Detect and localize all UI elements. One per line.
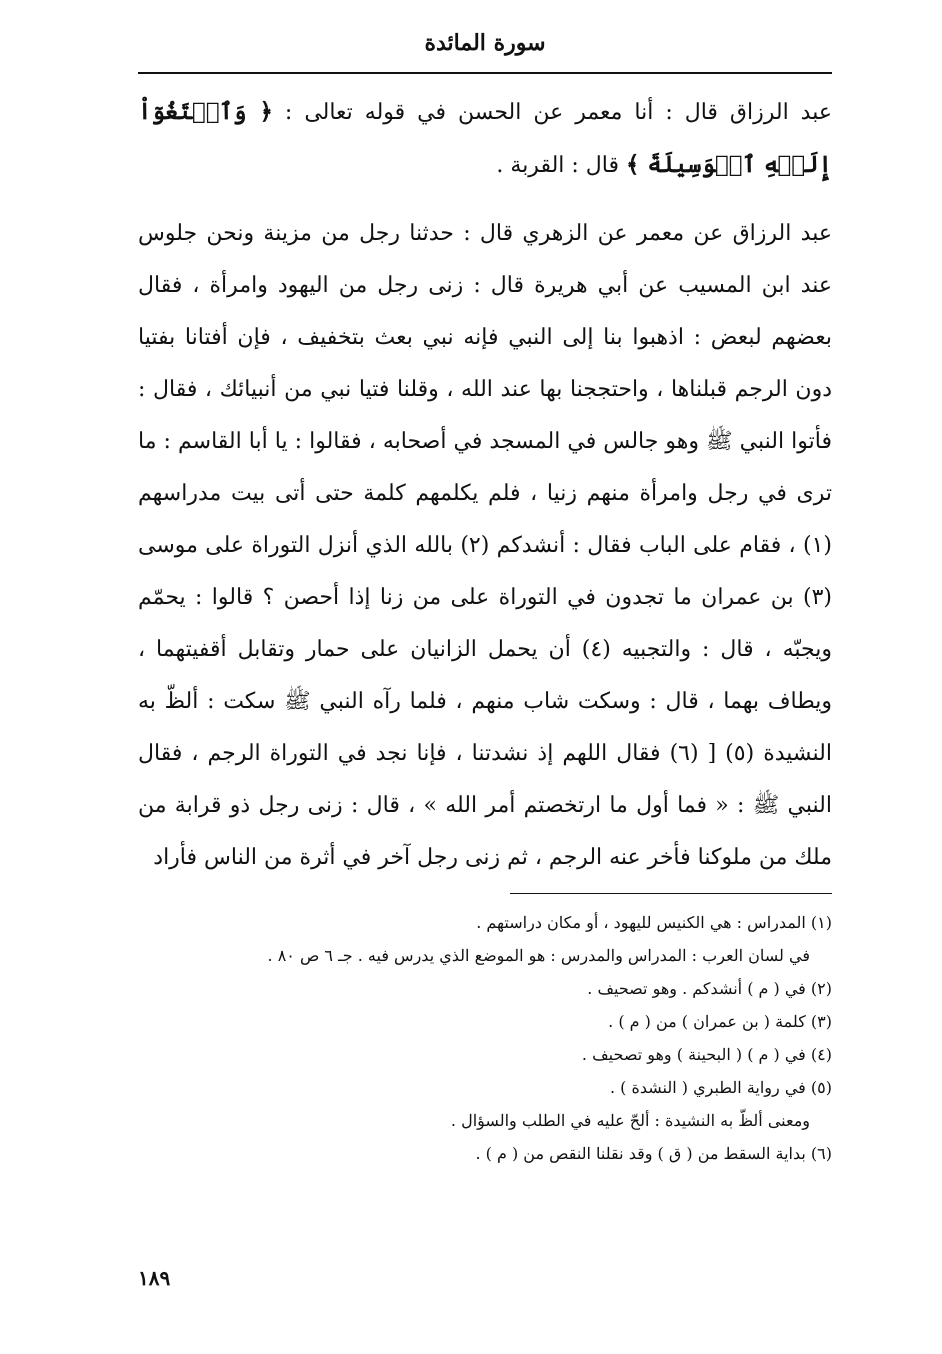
paragraph-1-after: قال : القربة .	[496, 153, 619, 178]
paragraph-1-before: عبد الرزاق قال : أنا معمر عن الحسن في قوله تعالى :	[284, 100, 832, 125]
page-header-title: سورة المائدة	[424, 30, 546, 56]
footnote-5-continued: ومعنى ألظّ به النشيدة : ألحّ عليه في الطلب والسؤال .	[450, 1111, 810, 1130]
paragraph-2: عبد الرزاق عن معمر عن الزهري قال : حدثنا رجل من مزينة ونحن جلوس عند ابن المسيب عن أبي هريرة قال : زنى رجل من اليهود وامرأة ، فقال بعضهم لبعض : اذهبوا بنا إلى النبي فإنه نبي بعث بتخفيف ، فإن أفتانا بفتيا دون الرجم قبلناها ، واحتججنا بها عند الله ، وقلنا فتيا نبي من أنبيائك ، فقال : فأتوا النبي ﷺ وهو جالس في المسجد في أصحابه ، فقالوا : يا أبا القاسم : ما ترى في رجل وامرأة منهم زنيا ، فلم يكلمهم كلمة حتى أتى بيت مدراسهم (١) ، فقام على الباب فقال : أنشدكم (٢) بالله الذي أنزل التوراة على موسى (٣) بن عمران ما تجدون في التوراة على من زنا إذا أحصن ؟ قالوا : يحمّم ويجبّه ، قال : والتجبيه (٤) أن يحمل الزانيان على حمار وتقابل أقفيتهما ، ويطاف بهما ، قال : وسكت شاب منهم ، فلما رآه النبي ﷺ سكت : ألظّ به النشيدة (٥) [ (٦) فقال اللهم إذ نشدتنا ، فإنا نجد في التوراة الرجم ، فقال النبي ﷺ : « فما أول ما ارتخصتم أمر الله » ، قال : زنى رجل ذو قرابة من ملك من ملوكنا فأخر عنه الرجم ، ثم زنى رجل آخر في أثرة من الناس فأراد	[138, 221, 833, 870]
footnote-divider	[510, 893, 832, 894]
page-number: ١٨٩	[138, 1266, 171, 1290]
footnote-3: (٣) كلمة ( بن عمران ) من ( م ) .	[608, 1012, 832, 1031]
footnote-2: (٢) في ( م ) أنشدكم . وهو تصحيف .	[587, 979, 832, 998]
quran-verse: ﴿ وَٱبۡتَغُوٓاْ إِلَيۡهِ ٱلۡوَسِيلَةَ ﴾	[138, 98, 832, 178]
footnote-4: (٤) في ( م ) ( البحينة ) وهو تصحيف .	[581, 1045, 832, 1064]
footnote-1-continued: في لسان العرب : المدراس والمدرس : هو الموضع الذي يدرس فيه . جـ ٦ ص ٨٠ .	[267, 946, 810, 965]
footnote-5: (٥) في رواية الطبري ( النشدة ) .	[610, 1078, 832, 1097]
header-divider	[138, 72, 832, 74]
paragraph-1	[138, 86, 832, 192]
footnotes	[138, 906, 832, 1170]
footnote-1: (١) المدراس : هي الكنيس لليهود ، أو مكان دراستهم .	[476, 913, 832, 932]
footnote-6: (٦) بداية السقط من ( ق ) وقد نقلنا النقص من ( م ) .	[475, 1144, 832, 1163]
